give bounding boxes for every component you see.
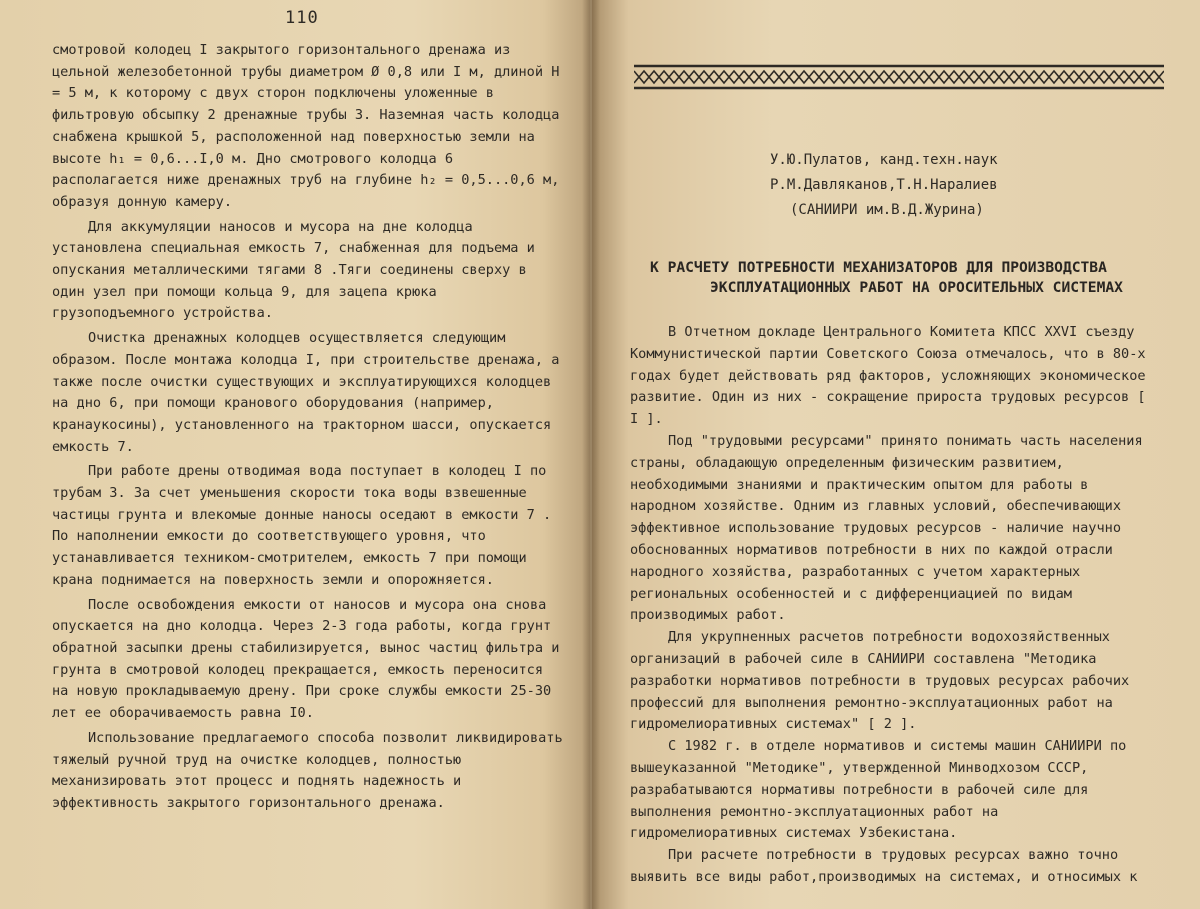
author-line: У.Ю.Пулатов, канд.техн.наук	[770, 152, 998, 168]
author-line: Р.М.Давляканов,Т.Н.Наралиев	[770, 177, 998, 193]
right-paragraph: С 1982 г. в отделе нормативов и системы машин САНИИРИ по вышеуказанной "Методике", утвержденной Минводхозом СССР, разрабатываются нормативы потребности в рабочей силе для выполнения ремонтно-эксплуатационных работ на гидромелиоративных системах Узбекистана.	[630, 738, 1127, 842]
left-paragraph: После освобождения емкости от наносов и мусора она снова опускается на дно колодца. Через 2-3 года работы, когда грунт обратной засыпки дрены стабилизируется, вынос частиц фильтра и грунта в смотровой колодец прекращается, емкость переносится на новую прокладываемую дрену. При сроке службы емкости 25-30 лет ее оборачиваемость равна I0.	[52, 596, 560, 722]
authors-block	[770, 148, 1170, 223]
decorative-border	[634, 58, 1164, 98]
article-title	[650, 258, 1170, 297]
left-paragraph: При работе дрены отводимая вода поступает в колодец I по трубам 3. За счет уменьшения скорости тока воды взвешенные частицы грунта и влекомые донные наносы оседают в емкости 7 . По наполнении емкости до соответствующего уровня, что устанавливается техником-смотрителем, емкость 7 при помощи крана поднимается на поверхность земли и опорожняется.	[52, 463, 552, 588]
left-paragraph: смотровой колодец I закрытого горизонтального дренажа из цельной железобетонной трубы диаметром Ø 0,8 или I м, длиной H = 5 м, к которому с двух сторон подключены уложенные в фильтровую обсыпку 2 дренажные трубы 3. Наземная часть колодца снабжена крышкой 5, расположенной над поверхностью земли на высоте h₁ = 0,6...I,0 м. Дно смотрового колодца 6 располагается ниже дренажных труб на глубине h₂ = 0,5...0,6 м, образуя донную камеру.	[52, 42, 560, 210]
left-paragraph: Очистка дренажных колодцев осуществляется следующим образом. После монтажа колодца I, при строительстве дренажа, а также после очистки существующих и эксплуатирующихся колодцев на дно 6, при помощи кранового оборудования (например, кранаукосины), установленного на тракторном шасси, опускается емкость 7.	[52, 330, 560, 455]
page-number: 110	[285, 8, 319, 28]
right-paragraph: Для укрупненных расчетов потребности водохозяйственных организаций в рабочей силе в САНИИРИ составлена "Методика разработки нормативов потребности в трудовых ресурсах рабочих профессий для выполнения ремонтно-эксплуатационных работ на гидромелиоративных системах" [ 2 ].	[630, 629, 1130, 733]
right-page-body	[630, 322, 1152, 889]
title-line: К РАСЧЕТУ ПОТРЕБНОСТИ МЕХАНИЗАТОРОВ ДЛЯ ПРОИЗВОДСТВА	[650, 259, 1107, 276]
book-spine	[582, 0, 600, 909]
title-line: ЭКСПЛУАТАЦИОННЫХ РАБОТ НА ОРОСИТЕЛЬНЫХ СИСТЕМАХ	[710, 278, 1123, 296]
right-paragraph: Под "трудовыми ресурсами" принято понимать часть населения страны, обладающую определенным физическим развитием, необходимыми знаниями и практическим опытом для работы в народном хозяйстве. Одним из главных условий, обеспечивающих эффективное использование трудовых ресурсов - наличие научно обоснованных нормативов потребности в них по каждой отрасли народного хозяйства, разработанных с учетом характерных региональных особенностей и с дифференциацией по видам производимых работ.	[630, 432, 1143, 624]
affiliation: (САНИИРИ им.В.Д.Журина)	[790, 202, 984, 218]
left-page-body	[52, 40, 564, 815]
right-paragraph: При расчете потребности в трудовых ресурсах важно точно выявить все виды работ,производимых на системах, и относимых к	[630, 847, 1138, 885]
left-paragraph: Для аккумуляции наносов и мусора на дне колодца установлена специальная емкость 7, снабженная для подъема и опускания металлическими тягами 8 .Тяги соединены сверху в один узел при помощи кольца 9, для зацепа крюка грузоподъемного устройства.	[52, 218, 535, 322]
right-paragraph: В Отчетном докладе Центрального Комитета КПСС XXVI съезду Коммунистической партии Советского Союза отмечалось, что в 80-х годах будет действовать ряд факторов, усложняющих экономическое развитие. Один из них - сокращение прироста трудовых ресурсов [ I ].	[630, 324, 1146, 428]
left-paragraph: Использование предлагаемого способа позволит ликвидировать тяжелый ручной труд на очистке колодцев, полностью механизировать этот процесс и поднять надежность и эффективность закрытого горизонтального дренажа.	[52, 729, 563, 811]
